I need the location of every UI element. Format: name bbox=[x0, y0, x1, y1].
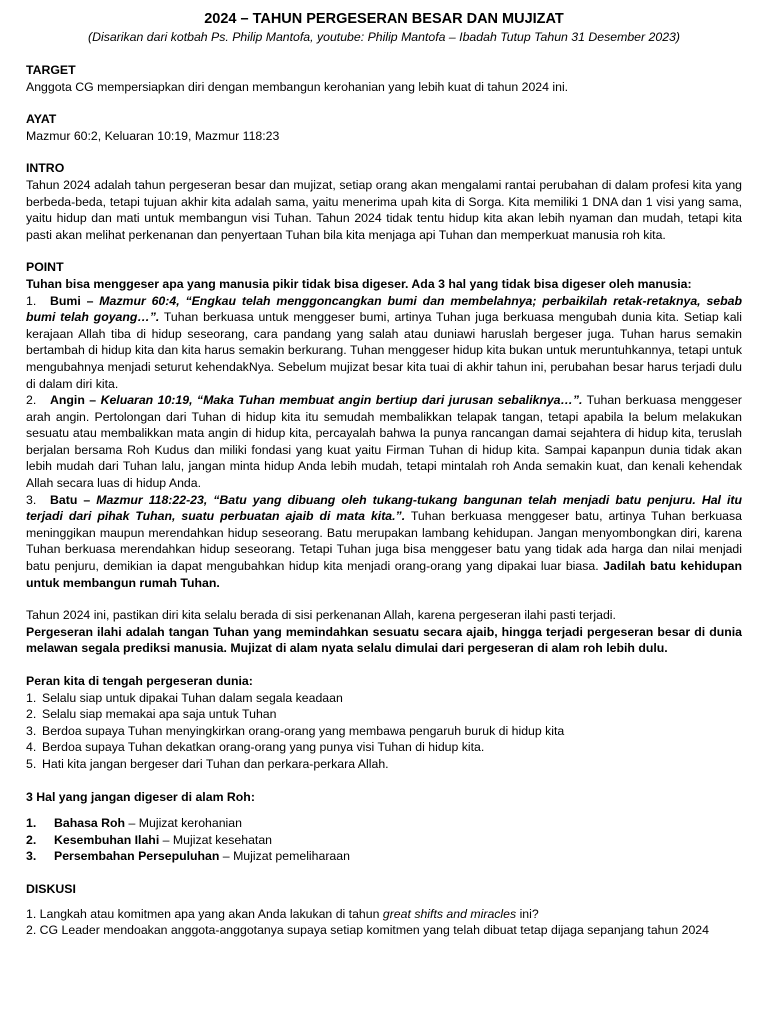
document-title: 2024 – TAHUN PERGESERAN BESAR DAN MUJIZAT bbox=[204, 11, 564, 27]
list-item: 5. Hati kita jangan bergeser dari Tuhan dan perkara-perkara Allah. bbox=[26, 756, 389, 771]
list-item: 4. Berdoa supaya Tuhan dekatkan orang-orang yang punya visi Tuhan di hidup kita. bbox=[26, 740, 485, 755]
point-item-bumi: 1. Bumi – Mazmur 60:4, “Engkau telah menggoncangkan bumi dan membelahnya; perbaikilah retak-retaknya, sebab bumi telah goyang…”. Tuhan berkuasa untuk menggeser bumi, artinya Tuhan juga berkuasa mengubah dunia kita. Setiap kali kerajaan Allah tiba di hidup seseorang, cara pandang yang salah atau duniawi haruslah bergeser juga. Tuhan harus semakin bertambah di hidup kita dan kita harus semakin berkurang. Tuhan menggeser hidup kita bukan untuk meruntuhkannya, tetapi untuk mengubahnya menjadi seturut kehendakNya. Sebelum mujizat besar kita tuai di akhir tahun ini, perubahan besar harus terjadi dulu di dalam diri kita. bbox=[26, 293, 742, 391]
list-item: 3. Persembahan Persepuluhan – Mujizat pemeliharaan bbox=[26, 849, 350, 864]
point-name: Batu bbox=[50, 492, 78, 507]
list-item: 3. Berdoa supaya Tuhan menyingkirkan orang-orang yang membawa pengaruh buruk di hidup kita bbox=[26, 723, 565, 738]
diskusi-heading: DISKUSI bbox=[26, 881, 76, 896]
intro-heading: INTRO bbox=[26, 161, 65, 176]
target-section bbox=[26, 62, 742, 95]
peran-list bbox=[26, 690, 742, 773]
point-number: 2. bbox=[26, 393, 37, 408]
ayat-section bbox=[26, 111, 742, 144]
point-item-angin: 2. Angin – Keluaran 10:19, “Maka Tuhan membuat angin bertiup dari jurusan sebaliknya…”. Tuhan berkuasa menggeser arah angin. Pertolongan dari Tuhan di hidup kita itu semudah membalikkan telapak tangan, tetapi apabila Ia belum melakukan sesuatu atau membalikkan mata angin di hidup kita, percayalah bahwa Ia punya rancangan damai sejahtera di hidup kita, teruslah berjalan bersama Roh Kudus dan miliki fondasi yang kuat yaitu Firman Tuhan di hidup kita. Sampai kapanpun dunia tidak akan lebih mudah dari Tuhan lalu, jangan minta hidup Anda lebih mudah, tetapi mintalah roh Anda semakin kuat, dan kenali kehendak Allah secara luas di hidup Anda. bbox=[26, 393, 742, 491]
ayat-text: Mazmur 60:2, Keluaran 10:19, Mazmur 118:23 bbox=[26, 128, 280, 143]
diskusi-section bbox=[26, 881, 742, 939]
list-item: 1. Bahasa Roh – Mujizat kerohanian bbox=[26, 816, 242, 831]
point-name: Bumi bbox=[50, 293, 81, 308]
target-heading: TARGET bbox=[26, 63, 76, 77]
point-section bbox=[26, 259, 742, 591]
point-emphasis: Jadilah batu kehidupan untuk membangun rumah Tuhan. bbox=[26, 559, 743, 590]
point-lead: Tuhan bisa menggeser apa yang manusia pikir tidak bisa digeser. Ada 3 hal yang tidak bisa digeser oleh manusia: bbox=[26, 276, 692, 291]
list-item: 2. Kesembuhan Ilahi – Mujizat kesehatan bbox=[26, 832, 273, 847]
point-verse: Mazmur 60:4, “Engkau telah menggoncangkan bumi dan membelahnya; perbaikilah retak-retaknya, sebab bumi telah goyang…”. bbox=[26, 293, 742, 325]
document-subtitle: (Disarikan dari kotbah Ps. Philip Mantofa, youtube: Philip Mantofa – Ibadah Tutup Tahun 31 Desember 2023) bbox=[88, 30, 680, 44]
target-text: Anggota CG mempersiapkan diri dengan membangun kerohanian yang lebih kuat di tahun 2024 ini. bbox=[26, 79, 569, 94]
peran-heading: Peran kita di tengah pergeseran dunia: bbox=[26, 674, 253, 688]
point-item-batu: 3. Batu – Mazmur 118:22-23, “Batu yang dibuang oleh tukang-tukang bangunan telah menjadi batu penjuru. Hal itu terjadi dari pihak Tuhan, suatu perbuatan ajaib di mata kita.”. Tuhan berkuasa menggeser batu, artinya Tuhan berkuasa meninggikan maupun merendahkan hidup seseorang. Batu merupakan lambang kehidupan. Jangan menyombongkan diri, karena Tuhan berkuasa merendahkan hidup seseorang. Tetapi Tuhan juga bisa menggeser batu yang tidak ada harga dan nilai menjadi batu penjuru, demikian ia dapat mengubahkan hidup kita menjadi orang-orang yang dipakai luar biasa. Jadilah batu kehidupan untuk membangun rumah Tuhan. bbox=[26, 492, 743, 590]
document-page bbox=[26, 10, 742, 939]
diskusi-question-1: 1. Langkah atau komitmen apa yang akan Anda lakukan di tahun great shifts and miracles ini? bbox=[26, 906, 539, 921]
tigahal-section bbox=[26, 789, 742, 865]
tigahal-list bbox=[26, 815, 742, 865]
point-verse: Mazmur 118:22-23, “Batu yang dibuang oleh tukang-tukang bangunan telah menjadi batu penjuru. Hal itu terjadi dari pihak Tuhan, suatu perbuatan ajaib di mata kita.”. bbox=[26, 492, 742, 524]
closing-plain: Tahun 2024 ini, pastikan diri kita selalu berada di sisi perkenanan Allah, karena pergeseran ilahi pasti terjadi. bbox=[26, 608, 616, 623]
point-text: Tuhan berkuasa menggeser batu, artinya Tuhan berkuasa meninggikan maupun merendahkan hidup seseorang. Batu merupakan lambang kehidupan. Jangan menyombongkan diri, karena Tuhan berkuasa merendahkan hidup seseorang. Tetapi Tuhan juga bisa menggeser batu yang tidak ada harga dan nilai menjadi batu penjuru, demikian ia dapat mengubahkan hidup kita menjadi orang-orang yang dipakai luar biasa. bbox=[26, 509, 742, 574]
closing-bold: Pergeseran ilahi adalah tangan Tuhan yang memindahkan sesuatu secara ajaib, hingga terjadi pergeseran besar di dunia melawan segala prediksi manusia. Mujizat di alam nyata selalu dimulai dari pergeseran di alam roh lebih dulu. bbox=[26, 624, 742, 656]
list-item: 1. Selalu siap untuk dipakai Tuhan dalam segala keadaan bbox=[26, 690, 343, 705]
peran-section bbox=[26, 673, 742, 773]
tigahal-heading: 3 Hal yang jangan digeser di alam Roh: bbox=[26, 789, 255, 804]
point-number: 3. bbox=[26, 492, 37, 507]
point-heading: POINT bbox=[26, 260, 64, 275]
point-verse: Keluaran 10:19, “Maka Tuhan membuat angin bertiup dari jurusan sebaliknya…”. bbox=[100, 393, 583, 408]
point-number: 1. bbox=[26, 293, 37, 308]
closing-section bbox=[26, 607, 742, 657]
point-name: Angin bbox=[50, 393, 85, 408]
ayat-heading: AYAT bbox=[26, 112, 57, 127]
diskusi-question-2: 2. CG Leader mendoakan anggota-anggotanya supaya setiap komitmen yang telah dibuat tetap dijaga sepanjang tahun 2024 bbox=[26, 923, 709, 938]
intro-section bbox=[26, 160, 742, 243]
intro-text: Tahun 2024 adalah tahun pergeseran besar dan mujizat, setiap orang akan mengalami rantai perubahan di dalam profesi kita yang berbeda-beda, tetapi tujuan akhir kita adalah sama, yaitu menerima upah kita di Sorga. Kita memiliki 1 DNA dan 1 visi yang sama, yaitu hidup dan mati untuk membangun visi Tuhan. Tahun 2024 tidak tentu hidup kita akan lebih nyaman dan mudah, tetapi kita pasti akan melihat perkenanan dan penyertaan Tuhan bila kita menjaga api Tuhan dan memperkuat manusia roh kita. bbox=[26, 177, 742, 242]
point-text: Tuhan berkuasa untuk menggeser bumi, artinya Tuhan juga berkuasa mengubah dunia kita. Setiap kali kerajaan Allah tiba di hidup seseorang, cara pandang yang salah atau duniawi haruslah bergeser juga. Tuhan harus semakin bertambah di hidup kita dan kita harus semakin berkurang. Tuhan menggeser hidup kita bukan untuk meruntuhkannya, tetapi untuk mengubahnya menjadi seturut kehendakNya. Sebelum mujizat besar kita tuai di akhir tahun ini, perubahan besar harus terjadi dulu di dalam diri kita. bbox=[26, 310, 742, 391]
point-text: Tuhan berkuasa menggeser arah angin. Pertolongan dari Tuhan di hidup kita itu semudah membalikkan telapak tangan, tetapi apabila Ia belum melakukan sesuatu atau membalikkan mata angin di hidup kita, percayalah bahwa Ia punya rancangan damai sejahtera di hidup kita, teruslah berjalan bersama Roh Kudus dan miliki fondasi yang kuat yaitu Firman Tuhan di hidup kita. Sampai kapanpun dunia tidak akan lebih mudah dari Tuhan lalu, jangan minta hidup Anda lebih mudah, tetapi mintalah roh Anda semakin kuat, dan kenali kehendak Allah secara luas di hidup Anda. bbox=[26, 393, 742, 491]
list-item: 2. Selalu siap memakai apa saja untuk Tuhan bbox=[26, 707, 277, 722]
